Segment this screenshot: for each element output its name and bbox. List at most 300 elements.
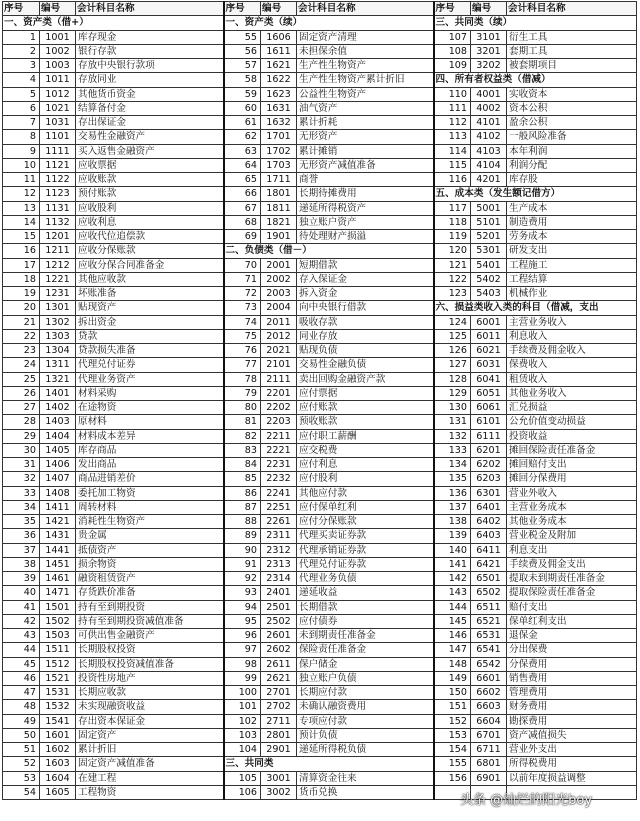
code-cell: 2011 (261, 315, 297, 329)
account-name-cell: 同业存放 (297, 329, 434, 343)
seq-cell: 155 (434, 757, 471, 771)
seq-cell: 143 (434, 586, 471, 600)
seq-cell: 146 (434, 629, 471, 643)
seq-cell: 98 (224, 657, 261, 671)
section-heading: 四、所有者权益类（借减） (434, 73, 637, 87)
table-row (3, 600, 637, 614)
seq-cell: 65 (224, 173, 261, 187)
code-cell: 1521 (40, 671, 76, 685)
code-cell: 1031 (40, 116, 76, 130)
seq-cell: 42 (3, 614, 40, 628)
code-cell: 1002 (40, 44, 76, 58)
seq-cell: 37 (3, 543, 40, 557)
code-cell: 2231 (261, 458, 297, 472)
seq-header: 序号 (3, 2, 40, 16)
account-name-cell: 未实现融资收益 (76, 700, 224, 714)
account-name-cell: 利息支出 (507, 543, 637, 557)
seq-cell: 28 (3, 415, 40, 429)
seq-cell: 22 (3, 329, 40, 343)
table-row (3, 201, 637, 215)
seq-cell: 36 (3, 529, 40, 543)
account-name-cell: 应收账款 (76, 173, 224, 187)
seq-cell: 102 (224, 714, 261, 728)
account-name-cell: 未确认融资费用 (297, 700, 434, 714)
table-row (3, 130, 637, 144)
seq-cell: 133 (434, 443, 471, 457)
seq-cell: 31 (3, 458, 40, 472)
account-name-cell: 贴现负债 (297, 344, 434, 358)
account-name-cell: 在途物资 (76, 401, 224, 415)
code-cell: 6602 (471, 686, 507, 700)
account-name-cell: 利润分配 (507, 158, 637, 172)
seq-cell: 124 (434, 315, 471, 329)
seq-cell: 95 (224, 614, 261, 628)
seq-cell: 150 (434, 686, 471, 700)
account-name-cell: 提取保险责任准备金 (507, 586, 637, 600)
account-name-cell: 工程施工 (507, 258, 637, 272)
code-cell: 2611 (261, 657, 297, 671)
account-name-cell: 固定资产 (76, 728, 224, 742)
account-name-cell: 贷款 (76, 329, 224, 343)
seq-cell: 153 (434, 728, 471, 742)
table-row (3, 372, 637, 386)
account-name-cell: 研发支出 (507, 244, 637, 258)
seq-cell: 94 (224, 600, 261, 614)
seq-cell: 6 (3, 101, 40, 115)
seq-cell: 68 (224, 215, 261, 229)
account-name-cell: 预计负债 (297, 728, 434, 742)
code-cell: 4103 (471, 144, 507, 158)
seq-cell: 27 (3, 401, 40, 415)
account-name-cell: 库存商品 (76, 443, 224, 457)
account-name-cell: 手续费及佣金收入 (507, 344, 637, 358)
code-cell: 4201 (471, 173, 507, 187)
code-cell: 1511 (40, 643, 76, 657)
code-cell: 2221 (261, 443, 297, 457)
seq-cell: 10 (3, 158, 40, 172)
code-cell: 2801 (261, 728, 297, 742)
seq-cell: 76 (224, 344, 261, 358)
code-cell: 1421 (40, 515, 76, 529)
code-cell: 1623 (261, 87, 297, 101)
table-row (3, 187, 637, 201)
seq-cell: 96 (224, 629, 261, 643)
table-row (3, 101, 637, 115)
account-name-cell: 营业外收入 (507, 486, 637, 500)
seq-cell: 46 (3, 671, 40, 685)
seq-cell: 101 (224, 700, 261, 714)
table-row (3, 230, 637, 244)
code-cell: 6411 (471, 543, 507, 557)
account-name-cell: 应收利息 (76, 215, 224, 229)
account-name-cell: 应收分保合同准备金 (76, 258, 224, 272)
code-cell: 2004 (261, 301, 297, 315)
table-row (3, 401, 637, 415)
seq-cell: 35 (3, 515, 40, 529)
code-cell: 6403 (471, 529, 507, 543)
seq-cell: 72 (224, 287, 261, 301)
code-cell: 3201 (471, 44, 507, 58)
account-name-cell: 代理业务负债 (297, 572, 434, 586)
account-name-cell: 向中央银行借款 (297, 301, 434, 315)
seq-cell: 99 (224, 671, 261, 685)
seq-cell: 156 (434, 771, 471, 785)
account-name-cell: 投资性房地产 (76, 671, 224, 685)
seq-cell: 117 (434, 201, 471, 215)
table-row (3, 486, 637, 500)
account-name-cell: 原材料 (76, 415, 224, 429)
account-name-cell: 生产性生物资产 (297, 59, 434, 73)
table-row (3, 500, 637, 514)
account-name-cell: 独立账户负债 (297, 671, 434, 685)
code-cell: 6511 (471, 600, 507, 614)
seq-cell: 79 (224, 386, 261, 400)
seq-cell: 86 (224, 486, 261, 500)
code-cell: 6031 (471, 358, 507, 372)
code-cell: 1441 (40, 543, 76, 557)
table-row (3, 315, 637, 329)
code-cell: 5403 (471, 287, 507, 301)
account-name-cell: 其他业务收入 (507, 386, 637, 400)
table-row (3, 344, 637, 358)
code-cell: 1702 (261, 144, 297, 158)
code-cell: 1402 (40, 401, 76, 415)
code-cell: 2021 (261, 344, 297, 358)
section-heading: 一、资产类（借+） (3, 16, 224, 30)
code-cell: 2201 (261, 386, 297, 400)
account-name-cell: 存入保证金 (297, 272, 434, 286)
account-name-cell: 代理兑付证券 (76, 358, 224, 372)
code-cell: 5201 (471, 230, 507, 244)
account-name-cell: 融资租赁资产 (76, 572, 224, 586)
code-cell: 1003 (40, 59, 76, 73)
seq-cell: 109 (434, 59, 471, 73)
account-name-cell: 工程物资 (76, 785, 224, 799)
code-cell: 6502 (471, 586, 507, 600)
seq-cell: 74 (224, 315, 261, 329)
code-cell: 6711 (471, 743, 507, 757)
code-cell: 6531 (471, 629, 507, 643)
code-cell: 6041 (471, 372, 507, 386)
account-name-cell: 专项应付款 (297, 714, 434, 728)
account-name-cell: 卖出回购金融资产款 (297, 372, 434, 386)
account-name-cell: 劳务成本 (507, 230, 637, 244)
code-cell: 2101 (261, 358, 297, 372)
code-cell: 2901 (261, 743, 297, 757)
account-name-cell: 长期股权投资减值准备 (76, 657, 224, 671)
account-name-cell: 材料采购 (76, 386, 224, 400)
code-cell: 1302 (40, 315, 76, 329)
seq-cell: 112 (434, 116, 471, 130)
section-heading: 三、共同类（续） (434, 16, 637, 30)
account-name-cell: 租赁收入 (507, 372, 637, 386)
seq-cell: 118 (434, 215, 471, 229)
code-cell: 6603 (471, 700, 507, 714)
code-cell: 1501 (40, 600, 76, 614)
table-row (3, 16, 637, 30)
code-cell: 6111 (471, 429, 507, 443)
code-cell: 1611 (261, 44, 297, 58)
seq-cell: 16 (3, 244, 40, 258)
code-cell: 2111 (261, 372, 297, 386)
account-name-cell: 代理业务资产 (76, 372, 224, 386)
seq-cell: 2 (3, 44, 40, 58)
code-cell: 2232 (261, 472, 297, 486)
seq-cell: 135 (434, 472, 471, 486)
account-name-cell: 货币兑换 (297, 785, 434, 799)
table-row (3, 557, 637, 571)
code-cell: 4002 (471, 101, 507, 115)
code-cell: 6401 (471, 500, 507, 514)
account-name-cell: 交易性金融负债 (297, 358, 434, 372)
seq-cell: 24 (3, 358, 40, 372)
account-name-cell: 可供出售金融资产 (76, 629, 224, 643)
account-name-cell: 持有至到期投资减值准备 (76, 614, 224, 628)
account-name-cell: 投资收益 (507, 429, 637, 443)
table-row (3, 743, 637, 757)
account-name-cell: 清算资金往来 (297, 771, 434, 785)
seq-cell: 142 (434, 572, 471, 586)
seq-cell: 18 (3, 272, 40, 286)
seq-cell: 116 (434, 173, 471, 187)
table-row (3, 700, 637, 714)
account-name-cell: 一般风险准备 (507, 130, 637, 144)
code-cell: 1408 (40, 486, 76, 500)
seq-cell: 67 (224, 201, 261, 215)
account-name-cell: 累计折旧 (76, 743, 224, 757)
table-row (3, 472, 637, 486)
account-name-cell: 损余物资 (76, 557, 224, 571)
seq-cell: 139 (434, 529, 471, 543)
section-heading: 一、资产类（续） (224, 16, 434, 30)
account-name-cell: 独立账户资产 (297, 215, 434, 229)
account-name-cell: 在建工程 (76, 771, 224, 785)
account-name-cell: 实收资本 (507, 87, 637, 101)
account-name-cell: 保户储金 (297, 657, 434, 671)
seq-cell: 19 (3, 287, 40, 301)
seq-cell: 105 (224, 771, 261, 785)
seq-cell: 53 (3, 771, 40, 785)
code-cell: 1406 (40, 458, 76, 472)
code-cell: 1401 (40, 386, 76, 400)
table-row (3, 30, 637, 44)
code-cell: 2501 (261, 600, 297, 614)
code-cell: 2002 (261, 272, 297, 286)
account-name-cell: 固定资产减值准备 (76, 757, 224, 771)
table-row (3, 144, 637, 158)
seq-cell: 103 (224, 728, 261, 742)
code-cell: 1123 (40, 187, 76, 201)
account-name-cell: 财务费用 (507, 700, 637, 714)
account-name-cell: 分出保费 (507, 643, 637, 657)
account-name-cell: 贷款损失准备 (76, 344, 224, 358)
code-cell: 1021 (40, 101, 76, 115)
account-name-cell: 应交税费 (297, 443, 434, 457)
code-cell: 1411 (40, 500, 76, 514)
table-row (3, 429, 637, 443)
seq-cell: 78 (224, 372, 261, 386)
table-row (3, 329, 637, 343)
code-cell: 6061 (471, 401, 507, 415)
account-name-cell: 其他货币资金 (76, 87, 224, 101)
code-cell: 2261 (261, 515, 297, 529)
account-name-cell: 持有至到期投资 (76, 600, 224, 614)
code-cell: 6542 (471, 657, 507, 671)
account-name-cell: 应付保单红利 (297, 500, 434, 514)
code-cell: 1631 (261, 101, 297, 115)
code-cell: 1405 (40, 443, 76, 457)
code-cell: 1403 (40, 415, 76, 429)
account-name-cell: 贵金属 (76, 529, 224, 543)
code-cell: 1711 (261, 173, 297, 187)
seq-cell: 77 (224, 358, 261, 372)
section-heading: 五、成本类（发生额记借方） (434, 187, 637, 201)
account-name-cell: 营业税金及附加 (507, 529, 637, 543)
account-name-cell: 油气资产 (297, 101, 434, 115)
code-cell: 1431 (40, 529, 76, 543)
account-name-cell: 资产减值损失 (507, 728, 637, 742)
account-name-cell: 应收票据 (76, 158, 224, 172)
seq-cell: 154 (434, 743, 471, 757)
code-cell: 1701 (261, 130, 297, 144)
code-cell: 6101 (471, 415, 507, 429)
account-name-cell: 买入返售金融资产 (76, 144, 224, 158)
seq-cell: 81 (224, 415, 261, 429)
table-row (3, 771, 637, 785)
account-name-cell: 勘探费用 (507, 714, 637, 728)
seq-cell: 4 (3, 73, 40, 87)
table-row (3, 173, 637, 187)
code-cell: 2701 (261, 686, 297, 700)
code-cell: 2202 (261, 401, 297, 415)
code-cell: 6202 (471, 458, 507, 472)
code-cell: 3101 (471, 30, 507, 44)
account-name-cell: 其他业务成本 (507, 515, 637, 529)
account-name-cell: 固定资产清理 (297, 30, 434, 44)
code-cell: 6521 (471, 614, 507, 628)
seq-cell: 66 (224, 187, 261, 201)
account-name-cell: 其他应收款 (76, 272, 224, 286)
account-name-cell: 吸收存款 (297, 315, 434, 329)
seq-cell: 119 (434, 230, 471, 244)
account-name-cell: 保险责任准备金 (297, 643, 434, 657)
seq-cell: 55 (224, 30, 261, 44)
seq-cell: 39 (3, 572, 40, 586)
account-name-cell: 摊回赔付支出 (507, 458, 637, 472)
table-row (3, 158, 637, 172)
account-name-cell: 抵债资产 (76, 543, 224, 557)
account-name-cell: 长期待摊费用 (297, 187, 434, 201)
code-cell: 6604 (471, 714, 507, 728)
table-row (3, 529, 637, 543)
code-cell: 2621 (261, 671, 297, 685)
code-cell: 1212 (40, 258, 76, 272)
section-heading: 三、共同类 (224, 757, 434, 771)
code-cell: 5301 (471, 244, 507, 258)
code-cell: 1121 (40, 158, 76, 172)
seq-cell: 131 (434, 415, 471, 429)
account-name-cell: 拆入资金 (297, 287, 434, 301)
seq-cell: 9 (3, 144, 40, 158)
account-name-cell: 利息收入 (507, 329, 637, 343)
account-name-cell: 分保费用 (507, 657, 637, 671)
code-cell: 1541 (40, 714, 76, 728)
code-cell: 1811 (261, 201, 297, 215)
account-name-cell: 保单红利支出 (507, 614, 637, 628)
code-header: 编号 (471, 2, 507, 16)
account-name-cell: 累计摊销 (297, 144, 434, 158)
code-cell: 1602 (40, 743, 76, 757)
code-cell: 5401 (471, 258, 507, 272)
account-name-cell: 套期工具 (507, 44, 637, 58)
seq-cell: 20 (3, 301, 40, 315)
account-name-cell: 存出资本保证金 (76, 714, 224, 728)
table-row (3, 714, 637, 728)
account-name-cell: 资本公积 (507, 101, 637, 115)
seq-cell: 70 (224, 258, 261, 272)
seq-cell: 29 (3, 429, 40, 443)
code-cell: 1801 (261, 187, 297, 201)
account-name-cell: 存放同业 (76, 73, 224, 87)
code-cell: 4104 (471, 158, 507, 172)
code-cell: 1221 (40, 272, 76, 286)
account-name-cell: 递延收益 (297, 586, 434, 600)
account-name-cell: 银行存款 (76, 44, 224, 58)
seq-cell: 121 (434, 258, 471, 272)
seq-cell: 45 (3, 657, 40, 671)
table-row (3, 572, 637, 586)
table-row (3, 415, 637, 429)
code-cell: 2001 (261, 258, 297, 272)
code-cell: 6701 (471, 728, 507, 742)
seq-cell: 87 (224, 500, 261, 514)
seq-cell: 138 (434, 515, 471, 529)
code-cell: 2003 (261, 287, 297, 301)
account-name-cell: 应付分保账款 (297, 515, 434, 529)
code-cell: 4102 (471, 130, 507, 144)
code-cell: 1001 (40, 30, 76, 44)
seq-cell: 75 (224, 329, 261, 343)
seq-cell: 126 (434, 344, 471, 358)
seq-cell: 83 (224, 443, 261, 457)
account-name-cell: 应付票据 (297, 386, 434, 400)
seq-cell: 88 (224, 515, 261, 529)
code-cell: 1532 (40, 700, 76, 714)
account-name-cell: 未担保余值 (297, 44, 434, 58)
seq-cell: 25 (3, 372, 40, 386)
table-row (3, 671, 637, 685)
table-row (3, 643, 637, 657)
seq-cell: 8 (3, 130, 40, 144)
seq-cell: 30 (3, 443, 40, 457)
account-name-cell: 发出商品 (76, 458, 224, 472)
seq-cell: 89 (224, 529, 261, 543)
code-cell: 1303 (40, 329, 76, 343)
account-name-cell: 递延所得税负债 (297, 743, 434, 757)
seq-cell: 140 (434, 543, 471, 557)
seq-cell: 100 (224, 686, 261, 700)
seq-cell: 62 (224, 130, 261, 144)
code-cell: 2711 (261, 714, 297, 728)
code-cell: 1632 (261, 116, 297, 130)
code-header: 编号 (261, 2, 297, 16)
seq-cell: 43 (3, 629, 40, 643)
seq-cell: 61 (224, 116, 261, 130)
seq-cell: 59 (224, 87, 261, 101)
seq-cell: 152 (434, 714, 471, 728)
seq-cell: 32 (3, 472, 40, 486)
code-cell: 2311 (261, 529, 297, 543)
